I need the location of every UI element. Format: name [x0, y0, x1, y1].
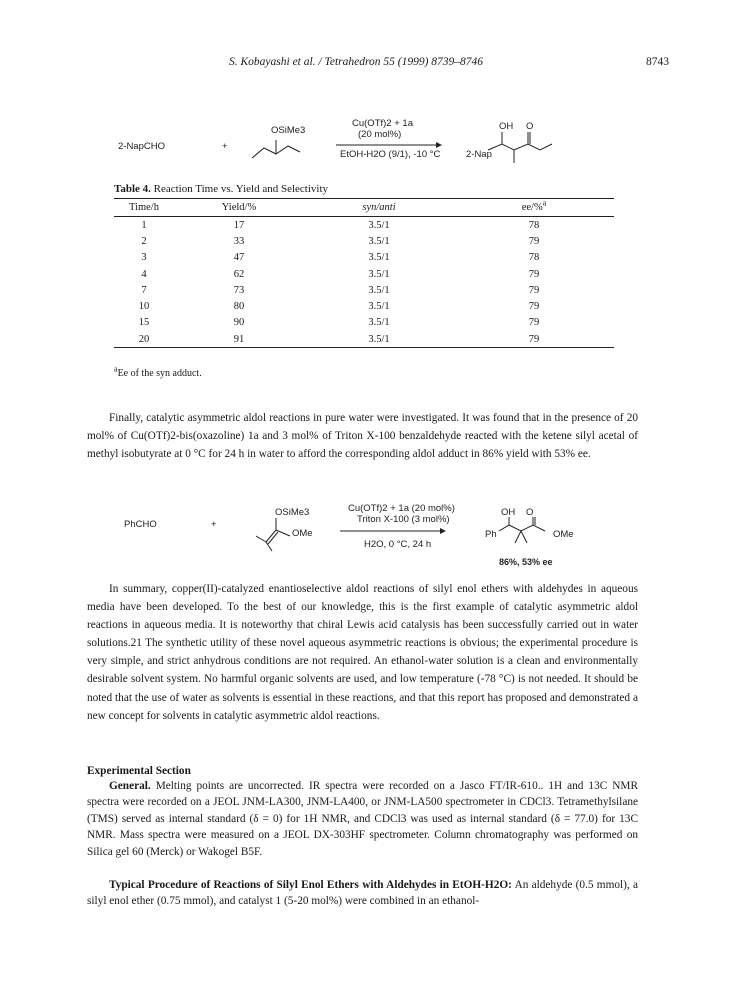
table-row: 2 33 3.5/1 79 [141, 235, 540, 247]
header-ee: ee/%$^a$ [454, 199, 614, 217]
scheme2-result: 86%, 53% ee [499, 557, 553, 567]
paragraph-water-reactions: Finally, catalytic asymmetric aldol reactions in pure water were investigated. It was found that in the presence of 20 mol% of Cu(OTf)2-bis(oxazoline) 1a and 3 mol% of Triton X-100 benzaldehyde reacted with the ketene silyl acetal of methyl isobutyrate at 0 °C for 24 h in water to afford the corresponding aldol adduct in 86% yield with 53% ee. [87, 412, 638, 461]
scheme2-plus: + [211, 519, 217, 530]
scheme1-conditions-top: Cu(OTf)2 + 1a [352, 118, 413, 129]
scheme1-product-structure [486, 130, 556, 166]
scheme2-arrow [340, 527, 446, 535]
experimental-heading: Experimental Section [87, 765, 191, 777]
table-row: 3 47 3.5/1 78 [141, 252, 540, 264]
scheme2-conditions-top: Cu(OTf)2 + 1a (20 mol%) [348, 503, 455, 514]
procedure-text: An aldehyde (0.5 mmol), a silyl enol ether (0.75 mmol), and catalyst 1 (5-20 mol%) were combined in an ethanol- [87, 879, 638, 908]
general-text: Melting points are uncorrected. IR spectra were recorded on a Jasco FT/IR-610.. 1H and 13C NMR spectra were recorded on a JEOL JNM-LA300, JNM-LA400, or JNM-LA500 spectrometer in CDCl3. Tetramethylsilane (TMS) served as internal standard (δ = 0) for 1H NMR, and CDCl3 was used as internal standard (δ = 77.0) for 13C NMR. Mass spectra were measured on a JEOL DX-303HF spectrometer. Column chromatography was performed on Silica gel 60 (Merck) or Wakogel B5F. [87, 780, 638, 858]
scheme2-conditions-bottom: H2O, 0 °C, 24 h [364, 539, 432, 550]
paragraph-summary: In summary, copper(II)-catalyzed enantioselective aldol reactions of silyl enol ethers with aldehydes in aqueous media have been developed. To the best of our knowledge, this is the first example of catalytic asymmetric aldol reactions in aqueous media. It is noteworthy that chiral Lewis acid catalysis has been successfully carried out in water solutions.21 The synthetic utility of these novel aqueous asymmetric reactions is obvious; the experimental procedure is very simple, and strict anhydrous conditions are not required. An ethanol-water solution is a clean and environmentally desirable solvent system. No harmful organic solvents are used, and low temperature (-78 °C) is not needed. It should be noted that the use of water as solvents is essential in these reactions, and that this report has proposed and demonstrated a new concept for solvents in catalytic asymmetric aldol reactions. [87, 583, 638, 722]
scheme2-product-structure [497, 515, 557, 555]
scheme2-product-o: O [526, 507, 534, 518]
scheme2-ome: OMe [292, 528, 313, 539]
scheme2-enol-structure [256, 516, 296, 552]
header-time: Time/h [114, 199, 174, 217]
running-header [0, 56, 731, 72]
header-syn-anti: syn/anti [304, 199, 454, 217]
scheme1-enol-group: OSiMe3 [271, 125, 306, 136]
paragraph-procedure [87, 877, 638, 910]
scheme1-enol-structure [250, 138, 310, 162]
table-row: 4 62 3.5/1 79 [141, 268, 540, 280]
scheme2-aldehyde: PhCHO [124, 519, 157, 530]
scheme2-product-ome: OMe [553, 529, 574, 540]
scheme1-arrow [336, 141, 442, 149]
scheme2-product-oh: OH [501, 507, 516, 518]
scheme1-aldehyde: 2-NapCHO [118, 141, 165, 152]
table-row: 1 17 3.5/1 78 [141, 219, 540, 231]
scheme1-product-oh: OH [499, 121, 514, 132]
table-header-row [114, 199, 614, 217]
paragraph-general [87, 778, 638, 860]
header-yield: Yield/% [174, 199, 304, 217]
scheme2-product-ph: Ph [485, 529, 497, 540]
page-number: 8743 [646, 56, 669, 68]
scheme1-product-o: O [526, 121, 534, 132]
scheme1-conditions-top2: (20 mol%) [358, 129, 402, 140]
scheme1-plus: + [222, 141, 228, 152]
results-table [114, 198, 614, 348]
table-caption-text: Reaction Time vs. Yield and Selectivity [153, 183, 328, 195]
journal-citation: S. Kobayashi et al. / Tetrahedron 55 (1999) 8739–8746 [229, 56, 484, 68]
table-row: 15 90 3.5/1 79 [138, 317, 540, 329]
scheme1-product-r: 2-Nap [466, 149, 492, 160]
table-footnote: $^a$Ee of the syn adduct. [114, 364, 202, 379]
scheme1-conditions-bottom: EtOH-H2O (9/1), -10 °C [340, 149, 441, 160]
scheme2-enol-group: OSiMe3 [275, 507, 310, 518]
procedure-label: Typical Procedure of Reactions of Silyl Enol Ethers with Aldehydes in EtOH-H2O: [109, 879, 512, 891]
table-row: 10 80 3.5/1 79 [138, 301, 540, 313]
general-label: General. [109, 780, 151, 792]
table-caption [114, 183, 328, 195]
table-caption-label: Table 4. [114, 183, 151, 195]
scheme2-conditions-top2: Triton X-100 (3 mol%) [357, 514, 450, 525]
table-row: 7 73 3.5/1 79 [141, 284, 540, 296]
table-row: 20 91 3.5/1 79 [114, 331, 614, 348]
